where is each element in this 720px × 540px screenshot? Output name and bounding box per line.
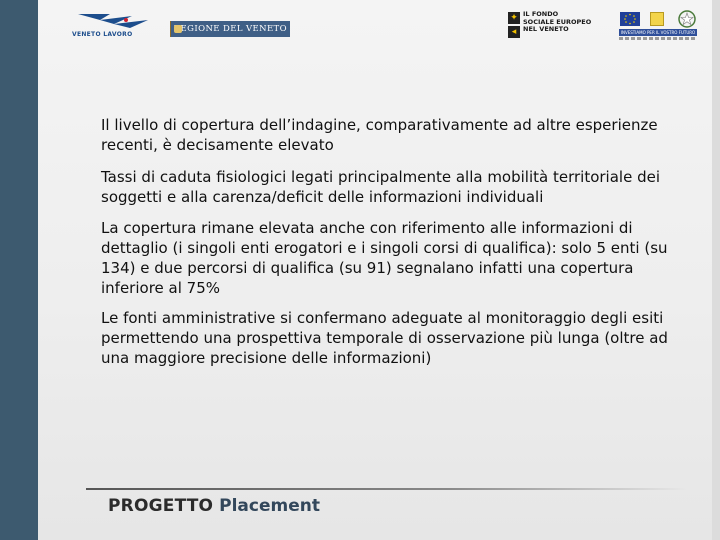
fse-label-line: SOCIALE EUROPEO [523, 17, 592, 26]
fse-star-icon: ✦ [508, 12, 520, 24]
fse-label-line: NEL VENETO [523, 25, 569, 33]
content-paragraph: Le fonti amministrative si confermano adeguate al monitoraggio degli esiti permettendo una prospettiva temporale di osservazione più lunga (oltre ad una maggiore precisione delle informazioni) [101, 309, 668, 367]
fse-arrow-icon: ◂ [508, 26, 520, 38]
left-accent-bar [0, 0, 38, 540]
footer-project-title [108, 496, 320, 516]
slide-content [101, 115, 681, 380]
eu-tagline-subtext [619, 37, 697, 40]
eu-flag-icon [620, 12, 640, 26]
repubblica-italiana-emblem-icon [678, 10, 696, 28]
regione-emblem-icon [170, 21, 171, 37]
content-paragraph: Tassi di caduta fisiologici legati principalmente alla mobilità territoriale dei soggetti e alla carenza/deficit delle informazioni individuali [101, 168, 660, 206]
regione-veneto-label: REGIONE DEL VENETO [171, 21, 290, 37]
footer-divider [86, 488, 686, 490]
content-paragraph: Il livello di copertura dell’indagine, comparativamente ad altre esperienze recenti, è decisamente elevato [101, 116, 658, 154]
fse-label-line: IL FONDO [523, 10, 559, 18]
eu-tagline-strip: INVESTIAMO PER IL VOSTRO FUTURO [620, 30, 696, 35]
fse-label [523, 11, 591, 34]
regione-veneto-logo [170, 21, 290, 37]
footer-title-word1: PROGETTO [108, 496, 214, 516]
content-paragraph: La copertura rimane elevata anche con riferimento alle informazioni di dettaglio (i singoli enti erogatori e i singoli corsi di qualifica): solo 5 enti (su 134) e due percorsi di qualifica (su 91) segnalano infatti una copertura inferiore al 75% [101, 219, 668, 297]
veneto-lavoro-wing-icon [70, 10, 160, 32]
veneto-lavoro-label: VENETO LAVORO [72, 31, 133, 38]
ministero-lavoro-icon [650, 12, 664, 26]
veneto-lavoro-logo [70, 10, 166, 40]
fondo-sociale-europeo-logo [508, 10, 592, 40]
footer-title-word2: Placement [219, 496, 320, 516]
